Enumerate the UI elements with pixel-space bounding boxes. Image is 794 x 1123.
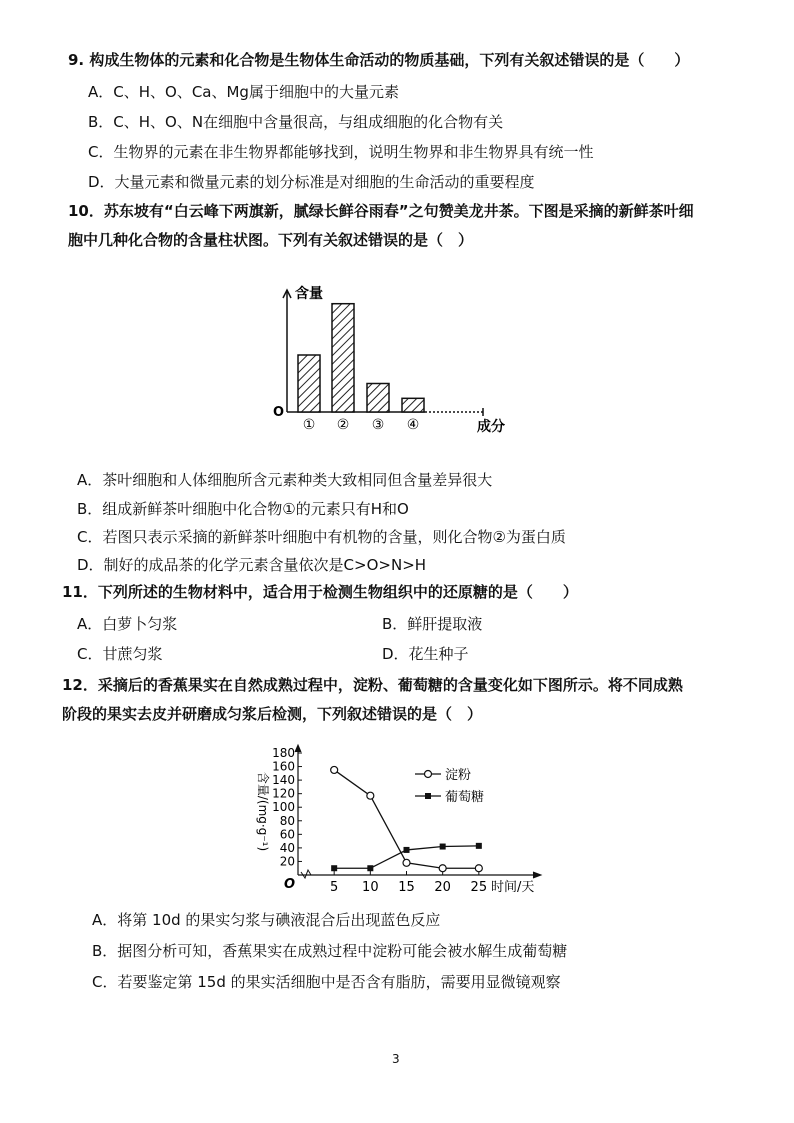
line-y-tick-label: 40 (279, 840, 295, 855)
question-9-stem: 9. 构成生物体的元素和化合物是生物体生命活动的物质基础，下列有关叙述错误的是（ ） (68, 51, 690, 69)
question-12-stem-line-1: 12．采摘后的香蕉果实在自然成熟过程中，淀粉、葡萄糖的含量变化如下图所示。将不同成熟 (62, 676, 683, 694)
page-number: 3 (392, 1052, 400, 1066)
question-10-option-b: B．组成新鲜茶叶细胞中化合物①的元素只有H和O (77, 500, 409, 518)
question-11-stem: 11．下列所述的生物材料中，适合用于检测生物组织中的还原糖的是（ ） (62, 583, 578, 601)
line-y-tick-label: 100 (272, 800, 295, 815)
question-10-stem-line-1: 10．苏东坡有“白云峰下两旗新，腻绿长鲜谷雨春”之句赞美龙井茶。下图是采摘的新鲜茶叶细 (68, 202, 694, 220)
question-9-option-c: C．生物界的元素在非生物界都能够找到，说明生物界和非生物界具有统一性 (88, 143, 594, 161)
legend-label-2: 葡萄糖 (445, 790, 485, 805)
line-x-tick-label: 15 (398, 880, 415, 895)
line-y-label: 含量/(mg·g⁻¹) (256, 771, 270, 852)
question-10-stem-line-2: 胞中几种化合物的含量柱状图。下列有关叙述错误的是（ ） (68, 231, 474, 249)
bar-3 (367, 384, 389, 413)
question-10-option-a: A．茶叶细胞和人体细胞所含元素种类大致相同但含量差异很大 (77, 471, 493, 489)
line-origin-label: O (284, 877, 296, 892)
bar-category-label-4: ④ (406, 417, 420, 433)
line-x-tick-label: 5 (330, 880, 339, 895)
question-11-option-d: D．花生种子 (382, 645, 469, 663)
line-x-tick-label: 10 (362, 880, 379, 895)
line-chart (245, 740, 555, 900)
line-x-label: 时间/天 (491, 880, 535, 895)
bar-y-label: 含量 (295, 286, 323, 302)
bar-category-label-1: ① (302, 417, 316, 433)
line-y-tick-label: 80 (279, 813, 295, 828)
question-12-stem-line-2: 阶段的果实去皮并研磨成匀浆后检测，下列叙述错误的是（ ） (62, 705, 483, 723)
legend-marker-1 (425, 771, 432, 778)
bar-chart (265, 278, 525, 438)
question-11-option-b: B．鲜肝提取液 (382, 615, 483, 633)
line-x-tick-label: 20 (434, 880, 451, 895)
line-x-tick-label: 25 (470, 880, 488, 895)
question-12-option-a: A．将第 10d 的果实匀浆与碘液混合后出现蓝色反应 (92, 911, 441, 929)
line-point-series-1 (475, 865, 482, 872)
line-y-tick-label: 60 (279, 827, 295, 842)
bar-2 (332, 304, 354, 412)
question-11-option-c: C．甘蔗匀浆 (77, 645, 163, 663)
line-x-axis-arrow (533, 872, 541, 878)
bar-category-label-3: ③ (371, 417, 385, 433)
line-point-series-2 (367, 865, 373, 871)
question-9-option-b: B．C、H、O、N在细胞中含量很高，与组成细胞的化合物有关 (88, 113, 504, 131)
line-y-tick-label: 160 (272, 759, 295, 774)
line-point-series-2 (404, 847, 410, 853)
bar-x-label: 成分 (477, 419, 505, 435)
bar-category-label-2: ② (336, 417, 350, 433)
line-point-series-1 (331, 766, 338, 773)
line-point-series-2 (440, 844, 446, 850)
legend-marker-2 (425, 793, 431, 799)
bar-origin-label: O (273, 405, 285, 420)
line-y-tick-label: 180 (272, 746, 295, 760)
line-point-series-1 (403, 859, 410, 866)
line-point-series-2 (476, 843, 482, 849)
question-9-option-d: D．大量元素和微量元素的划分标准是对细胞的生命活动的重要程度 (88, 173, 535, 191)
legend-label-1: 淀粉 (445, 768, 472, 783)
bar-4 (402, 398, 424, 412)
line-y-axis-arrow (295, 745, 301, 752)
line-axis-break-icon (301, 870, 311, 878)
question-10-option-d: D．制好的成品茶的化学元素含量依次是C>O>N>H (77, 556, 427, 574)
line-y-tick-label: 20 (279, 854, 295, 869)
line-point-series-2 (331, 865, 337, 871)
bar-1 (298, 355, 320, 412)
line-y-tick-label: 140 (272, 773, 295, 788)
question-12-option-c: C．若要鉴定第 15d 的果实活细胞中是否含有脂肪，需要用显微镜观察 (92, 973, 561, 991)
question-11-option-a: A．白萝卜匀浆 (77, 615, 178, 633)
line-y-tick-label: 120 (272, 786, 295, 801)
line-point-series-1 (439, 865, 446, 872)
question-12-option-b: B．据图分析可知，香蕉果实在成熟过程中淀粉可能会被水解生成葡萄糖 (92, 942, 568, 960)
line-series-1 (334, 770, 479, 868)
question-10-option-c: C．若图只表示采摘的新鲜茶叶细胞中有机物的含量，则化合物②为蛋白质 (77, 528, 566, 546)
line-point-series-1 (367, 792, 374, 799)
question-9-option-a: A．C、H、O、Ca、Mg属于细胞中的大量元素 (88, 83, 399, 101)
